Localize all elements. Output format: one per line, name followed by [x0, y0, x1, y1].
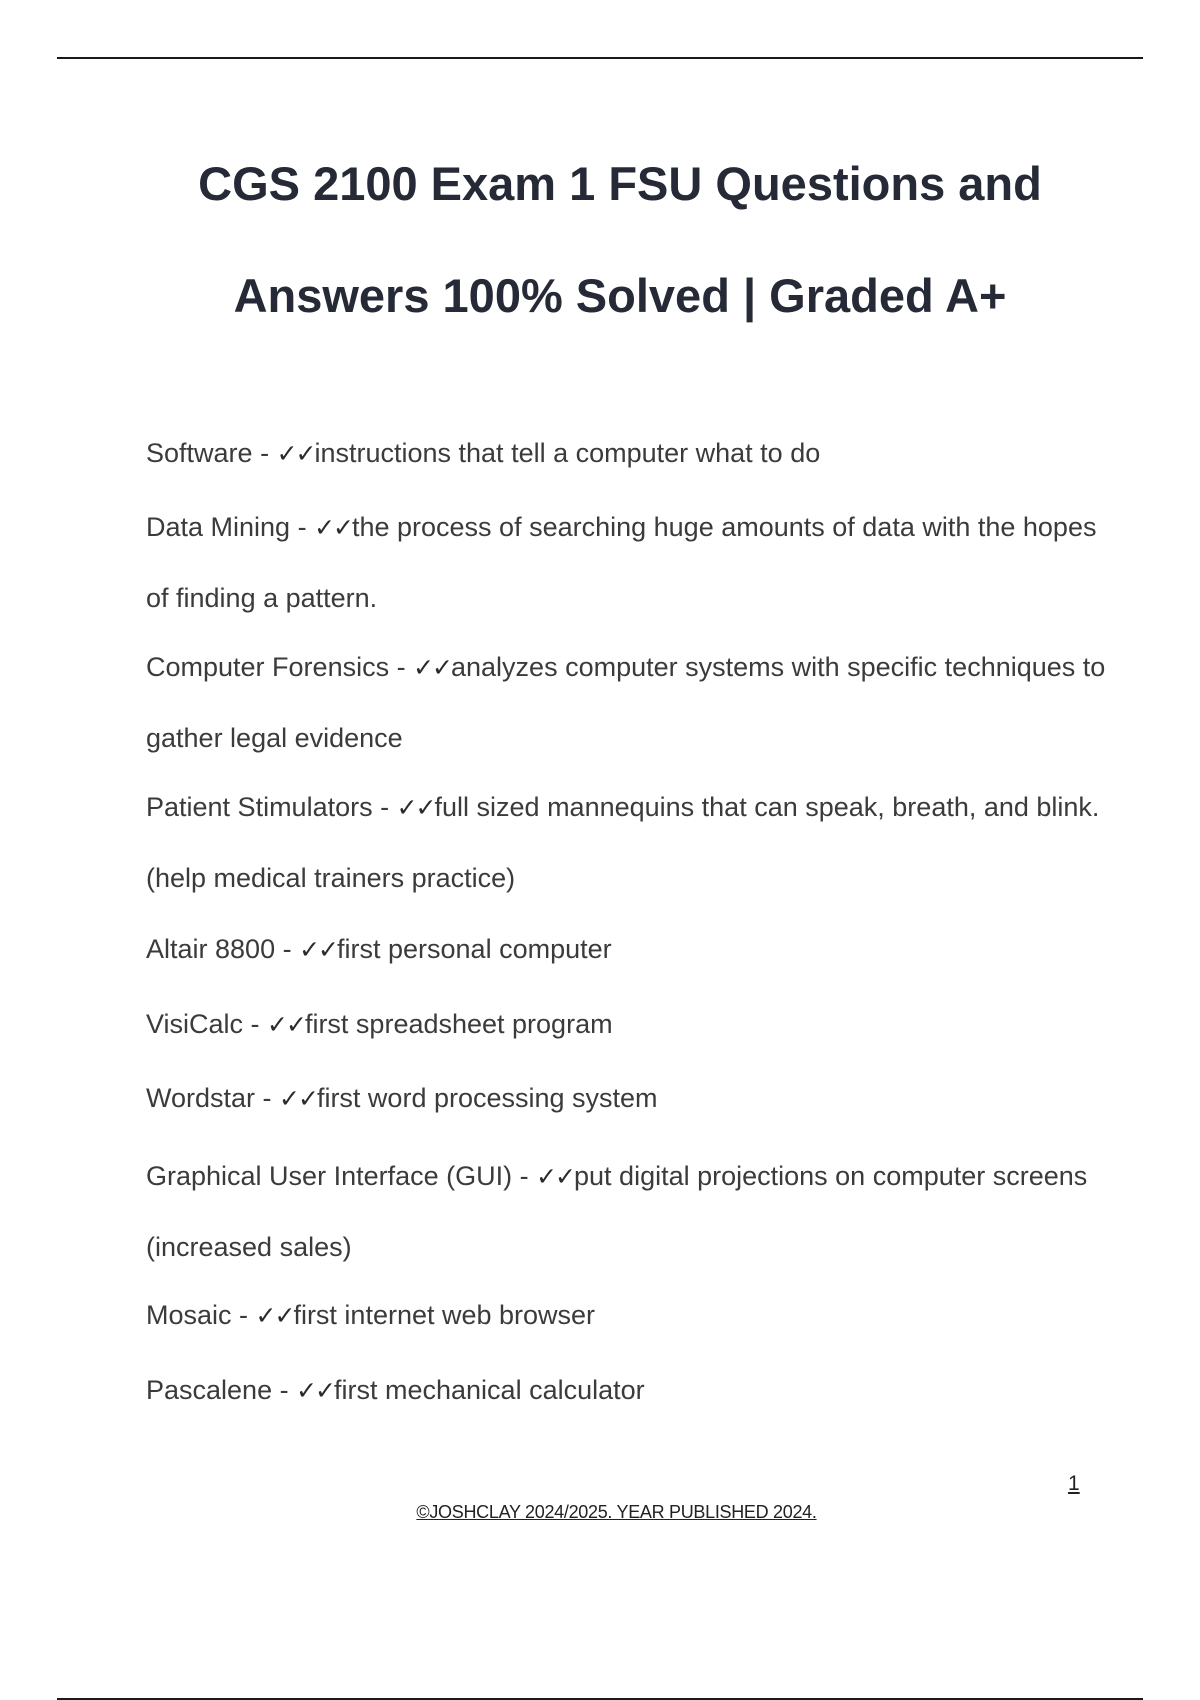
list-item — [146, 492, 1106, 633]
entry-term: Patient Stimulators — [146, 792, 373, 822]
entry-term: Graphical User Interface (GUI) — [146, 1161, 513, 1191]
double-check-icon: ✓✓ — [296, 1376, 334, 1405]
entry-definition: first internet web browser — [293, 1300, 596, 1330]
document-title: CGS 2100 Exam 1 FSU Questions and Answers 100% Solved | Graded A+ — [198, 157, 1042, 322]
entry-term: Altair 8800 — [146, 934, 276, 964]
entry-separator: - — [372, 792, 397, 822]
list-item — [146, 1063, 1106, 1134]
entry-definition: analyzes computer systems with specific techniques to gather legal evidence — [146, 652, 1106, 753]
double-check-icon: ✓✓ — [276, 439, 315, 468]
entry-separator: - — [389, 652, 414, 682]
list-item — [146, 1355, 1106, 1426]
top-rule — [57, 57, 1143, 59]
entry-definition: first word processing system — [316, 1083, 658, 1113]
entry-term: Data Mining — [146, 512, 291, 542]
entry-term: Wordstar — [146, 1083, 256, 1113]
entry-definition: instructions that tell a computer what to do — [314, 438, 821, 468]
entry-term: Mosaic — [146, 1300, 232, 1330]
list-item — [146, 772, 1106, 913]
list-item — [146, 989, 1106, 1060]
entry-definition: the process of searching huge amounts of data with the hopes of finding a pattern. — [146, 512, 1097, 613]
entry-separator: - — [243, 1009, 268, 1039]
entry-definition: first personal computer — [337, 934, 612, 964]
entry-definition: first mechanical calculator — [334, 1375, 645, 1405]
double-check-icon: ✓✓ — [413, 653, 451, 682]
double-check-icon: ✓✓ — [255, 1301, 294, 1330]
entry-term: Pascalene — [146, 1375, 273, 1405]
entry-separator: - — [272, 1375, 297, 1405]
double-check-icon: ✓✓ — [396, 793, 435, 822]
page-number: 1 — [1068, 1472, 1080, 1495]
entry-term: VisiCalc — [146, 1009, 244, 1039]
entry-separator: - — [275, 934, 300, 964]
entry-definition: full sized mannequins that can speak, breath, and blink. (help medical trainers practice) — [146, 792, 1100, 893]
double-check-icon: ✓✓ — [279, 1084, 317, 1113]
copyright-footer: ©JOSHCLAY 2024/2025. YEAR PUBLISHED 2024. — [416, 1502, 817, 1522]
list-item — [146, 1280, 1106, 1351]
entry-separator: - — [255, 1083, 280, 1113]
entry-term: Software — [146, 438, 253, 468]
list-item — [146, 914, 1106, 985]
entry-separator: - — [290, 512, 315, 542]
list-item — [146, 418, 1106, 489]
double-check-icon: ✓✓ — [314, 513, 352, 542]
entry-definition: first spreadsheet program — [304, 1009, 613, 1039]
list-item — [146, 1141, 1106, 1282]
entry-separator: - — [512, 1161, 537, 1191]
list-item — [146, 632, 1106, 773]
entry-definition: put digital projections on computer screens (increased sales) — [146, 1161, 1088, 1262]
double-check-icon: ✓✓ — [536, 1162, 575, 1191]
entry-separator: - — [252, 438, 277, 468]
double-check-icon: ✓✓ — [267, 1010, 305, 1039]
entry-separator: - — [231, 1300, 256, 1330]
double-check-icon: ✓✓ — [299, 935, 337, 964]
entry-term: Computer Forensics — [146, 652, 390, 682]
